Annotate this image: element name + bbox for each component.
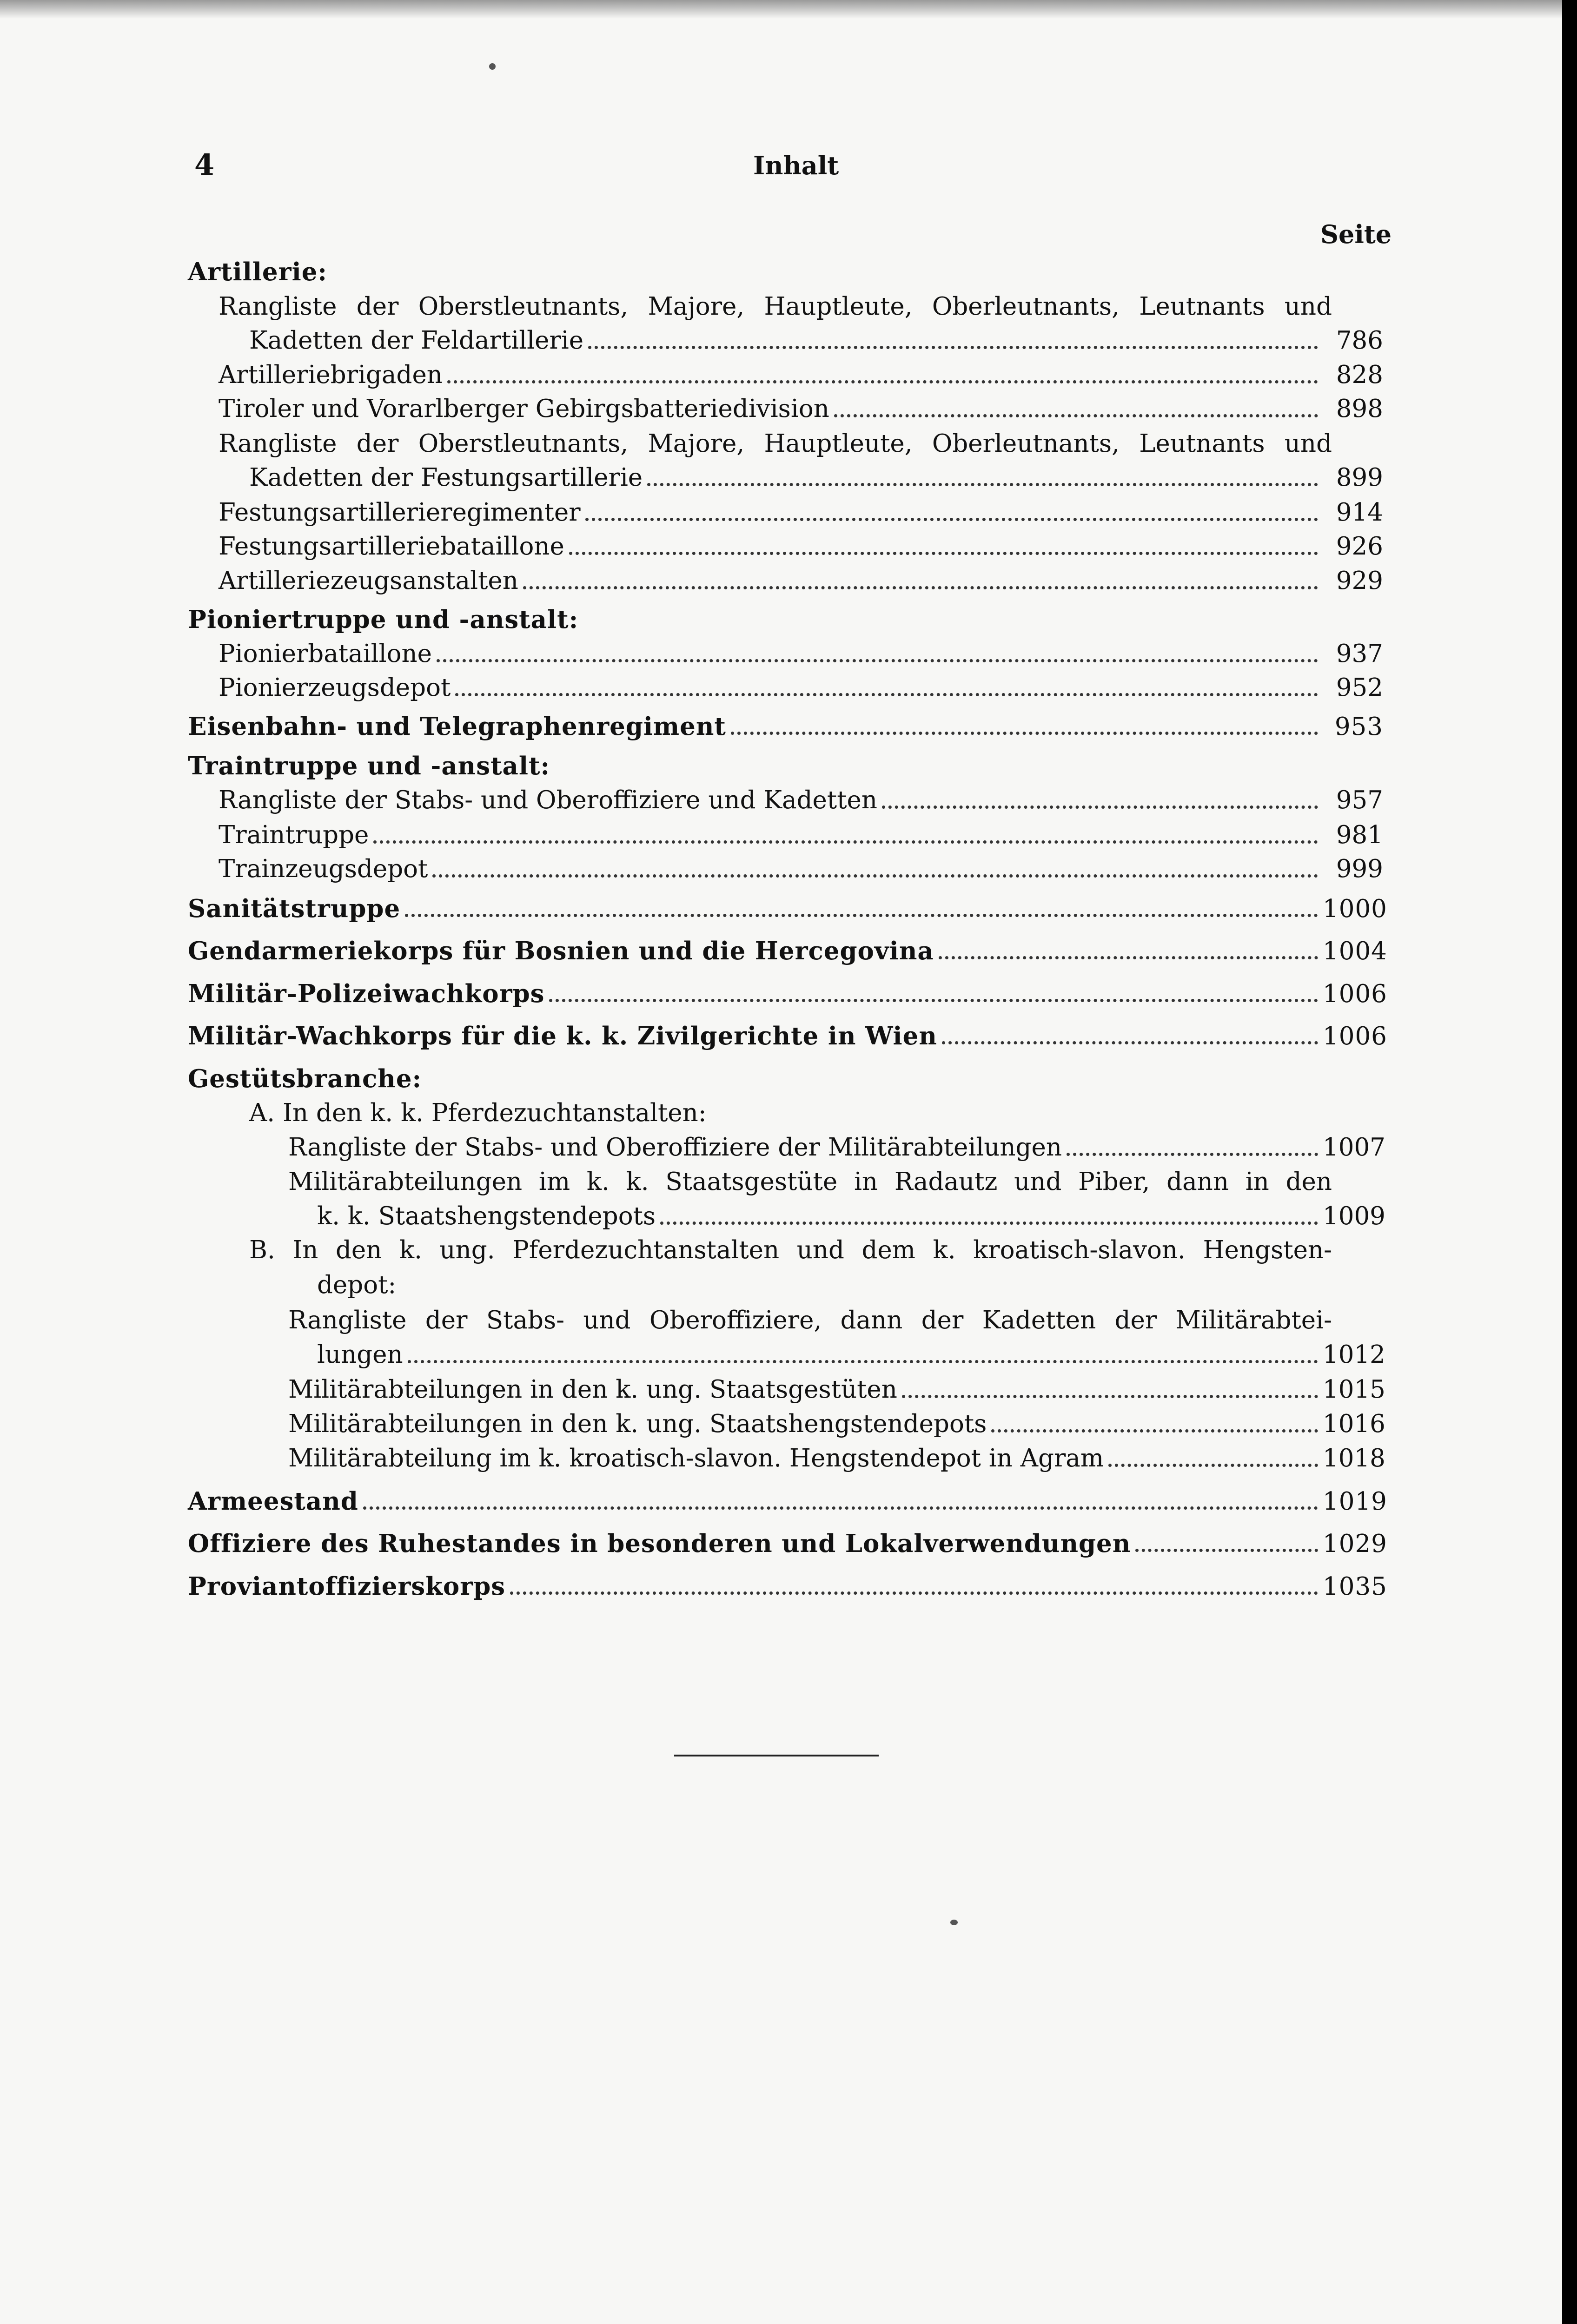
dot-leader	[373, 840, 1318, 844]
toc-entry-title: lungen	[317, 1340, 403, 1369]
toc-entry-page: 1019	[1323, 1487, 1387, 1516]
dot-leader	[731, 732, 1318, 735]
toc-entry	[219, 358, 1383, 392]
toc-entry-page: 1009	[1323, 1202, 1385, 1230]
dot-leader	[569, 552, 1318, 555]
dot-leader	[549, 999, 1318, 1002]
toc-entry	[188, 1526, 1387, 1561]
dot-leader	[939, 956, 1318, 959]
scan-edge-shadow	[0, 0, 1562, 19]
dot-leader	[1067, 1153, 1318, 1156]
toc-entry-page: 828	[1336, 361, 1383, 389]
dot-leader	[447, 380, 1318, 383]
toc-entry	[219, 495, 1383, 530]
scan-speck	[489, 63, 496, 70]
toc-entry	[288, 1373, 1383, 1407]
toc-entry-title: Kadetten der Feldartillerie	[249, 326, 584, 355]
toc-entry	[288, 1303, 1332, 1338]
toc-entry-title: Militärabteilungen in den k. ung. Staatsgestüten	[288, 1375, 897, 1404]
toc-entry-title: Artilleriebrigaden	[219, 361, 443, 389]
toc-entry-title: Militärabteilungen in den k. ung. Staatshengstendepots	[288, 1410, 987, 1438]
toc-entry-title: k. k. Staatshengstendepots	[317, 1202, 656, 1230]
toc-entry-page: 898	[1336, 395, 1383, 423]
toc-entry-title: Trainzeugsdepot	[219, 855, 428, 883]
toc-entry-title: Traintruppe und -anstalt:	[188, 752, 550, 780]
toc-entry-title: B. In den k. ung. Pferdezuchtanstalten und dem k. kroatisch-slavon. Hengsten-	[249, 1236, 1332, 1264]
dot-leader	[408, 1360, 1318, 1363]
toc-entry-page: 1015	[1323, 1375, 1385, 1404]
dot-leader	[510, 1591, 1318, 1595]
toc-entry-page: 899	[1336, 463, 1383, 492]
toc-entry-title: Eisenbahn- und Telegraphenregiment	[188, 712, 726, 741]
dot-leader	[588, 346, 1318, 349]
dot-leader	[882, 805, 1318, 809]
dot-leader	[1108, 1464, 1318, 1467]
toc-entry-title: Proviantoffizierskorps	[188, 1572, 506, 1601]
scan-speck	[950, 1920, 958, 1925]
toc-entry	[188, 1569, 1387, 1604]
toc-entry-title: Gestütsbranche:	[188, 1064, 422, 1093]
toc-entry-page: 937	[1336, 640, 1383, 668]
toc-entry	[188, 709, 1383, 744]
toc-entry-title: Artilleriezeugsanstalten	[219, 567, 518, 595]
toc-entry	[188, 1484, 1387, 1519]
toc-entry	[288, 1441, 1383, 1476]
toc-entry-page: 1007	[1323, 1133, 1385, 1162]
toc-entry	[317, 1199, 1383, 1234]
toc-entry-page: 1004	[1323, 937, 1387, 965]
toc-entry	[188, 891, 1387, 926]
toc-entry-page: 981	[1336, 821, 1383, 849]
toc-entry	[219, 392, 1383, 426]
toc-entry-page: 957	[1336, 786, 1383, 814]
toc-entry-page: 929	[1336, 567, 1383, 595]
toc-entry-title: depot:	[317, 1271, 397, 1299]
dot-leader	[523, 586, 1318, 589]
toc-entry-page: 1000	[1323, 895, 1387, 923]
toc-entry-title: Kadetten der Festungsartillerie	[249, 463, 643, 492]
page-header	[0, 148, 1562, 190]
toc-entry-title: Festungsartilleriebataillone	[219, 532, 564, 561]
toc-entry-page: 1012	[1323, 1340, 1385, 1369]
toc-entry	[219, 290, 1332, 324]
toc-entry-page: 1006	[1323, 1022, 1387, 1050]
toc-entry-title: Militär-Polizeiwachkorps	[188, 979, 545, 1008]
toc-entry-title: Pioniertruppe und -anstalt:	[188, 605, 579, 634]
toc-entry-title: Gendarmeriekorps für Bosnien und die Hercegovina	[188, 937, 934, 965]
dot-leader	[991, 1429, 1318, 1433]
toc-entry	[317, 1338, 1383, 1372]
dot-leader	[437, 659, 1318, 662]
toc-entry-page: 1018	[1323, 1444, 1385, 1472]
dot-leader	[585, 518, 1318, 521]
toc-entry	[288, 1407, 1383, 1441]
dot-leader	[1135, 1549, 1318, 1552]
dot-leader	[363, 1506, 1318, 1510]
toc-entry-title: Sanitätstruppe	[188, 894, 401, 923]
toc-entry	[219, 671, 1383, 705]
dot-leader	[455, 693, 1318, 696]
toc-entry-page: 999	[1336, 855, 1383, 883]
page-number: 4	[194, 148, 215, 182]
toc-entry-title: Offiziere des Ruhestandes in besonderen und Lokalverwendungen	[188, 1529, 1131, 1558]
dot-leader	[902, 1395, 1318, 1398]
dot-leader	[647, 483, 1318, 486]
toc-entry-title: Rangliste der Stabs- und Oberoffiziere der Militärabteilungen	[288, 1133, 1062, 1162]
toc-entry-page: 1035	[1323, 1572, 1387, 1601]
toc-entry-page: 953	[1334, 713, 1383, 741]
toc-entry	[249, 1233, 1332, 1268]
toc-entry-title: Militärabteilung im k. kroatisch-slavon. Hengstendepot in Agram	[288, 1444, 1104, 1472]
toc-entry	[188, 602, 578, 637]
toc-entry-page: 952	[1336, 673, 1383, 702]
toc-entry	[288, 1165, 1332, 1199]
toc-entry	[219, 818, 1383, 852]
dot-leader	[942, 1041, 1318, 1044]
toc-entry-title: Pionierzeugsdepot	[219, 673, 451, 702]
dot-leader	[834, 414, 1318, 417]
toc-entry-title: Traintruppe	[219, 821, 369, 849]
toc-entry-page: 926	[1336, 532, 1383, 561]
toc-entry	[219, 564, 1383, 598]
running-title: Inhalt	[753, 151, 839, 180]
toc-entry	[188, 749, 550, 783]
page-column-label: Seite	[1320, 219, 1392, 249]
dot-leader	[405, 914, 1318, 917]
toc-entry-title: Militärabteilungen im k. k. Staatsgestüte in Radautz und Piber, dann in den	[288, 1168, 1332, 1196]
toc-entry	[219, 852, 1383, 886]
toc-entry	[219, 637, 1383, 671]
toc-entry	[188, 977, 1387, 1011]
toc-entry	[219, 783, 1383, 818]
toc-entry	[188, 934, 1387, 968]
toc-entry-page: 1016	[1323, 1410, 1385, 1438]
toc-entry	[317, 1268, 396, 1302]
toc-entry-title: Festungsartillerieregimenter	[219, 498, 581, 527]
toc-entry-title: Armeestand	[188, 1487, 358, 1516]
toc-entry-page: 1029	[1323, 1530, 1387, 1558]
toc-entry	[249, 461, 1383, 495]
toc-entry-title: Rangliste der Stabs- und Oberoffiziere und Kadetten	[219, 786, 877, 814]
toc-entry	[249, 1096, 707, 1130]
toc-entry	[288, 1130, 1383, 1165]
toc-entry-page: 786	[1336, 326, 1383, 355]
toc-entry-title: Militär-Wachkorps für die k. k. Zivilgerichte in Wien	[188, 1022, 937, 1050]
toc-entry-title: Rangliste der Oberstleutnants, Majore, Hauptleute, Oberleutnants, Leutnants und	[219, 292, 1332, 321]
toc-entry	[188, 1062, 422, 1096]
toc-entry-title: Artillerie:	[188, 257, 327, 286]
toc-entry-title: Tiroler und Vorarlberger Gebirgsbatteriedivision	[219, 395, 829, 423]
toc-entry-page: 914	[1336, 498, 1383, 527]
toc-entry	[188, 255, 327, 289]
toc-entry-title: A. In den k. k. Pferdezuchtanstalten:	[249, 1099, 707, 1127]
toc-entry	[188, 1019, 1387, 1053]
dot-leader	[660, 1221, 1318, 1225]
toc-entry-title: Pionierbataillone	[219, 640, 432, 668]
closing-rule	[674, 1755, 879, 1756]
toc-entry-page: 1006	[1323, 980, 1387, 1008]
dot-leader	[432, 874, 1318, 878]
toc-entry	[249, 324, 1383, 358]
toc-entry	[219, 427, 1332, 461]
toc-entry	[219, 529, 1383, 564]
toc-entry-title: Rangliste der Oberstleutnants, Majore, Hauptleute, Oberleutnants, Leutnants und	[219, 429, 1332, 458]
toc-entry-title: Rangliste der Stabs- und Oberoffiziere, dann der Kadetten der Militärabtei-	[288, 1306, 1332, 1334]
